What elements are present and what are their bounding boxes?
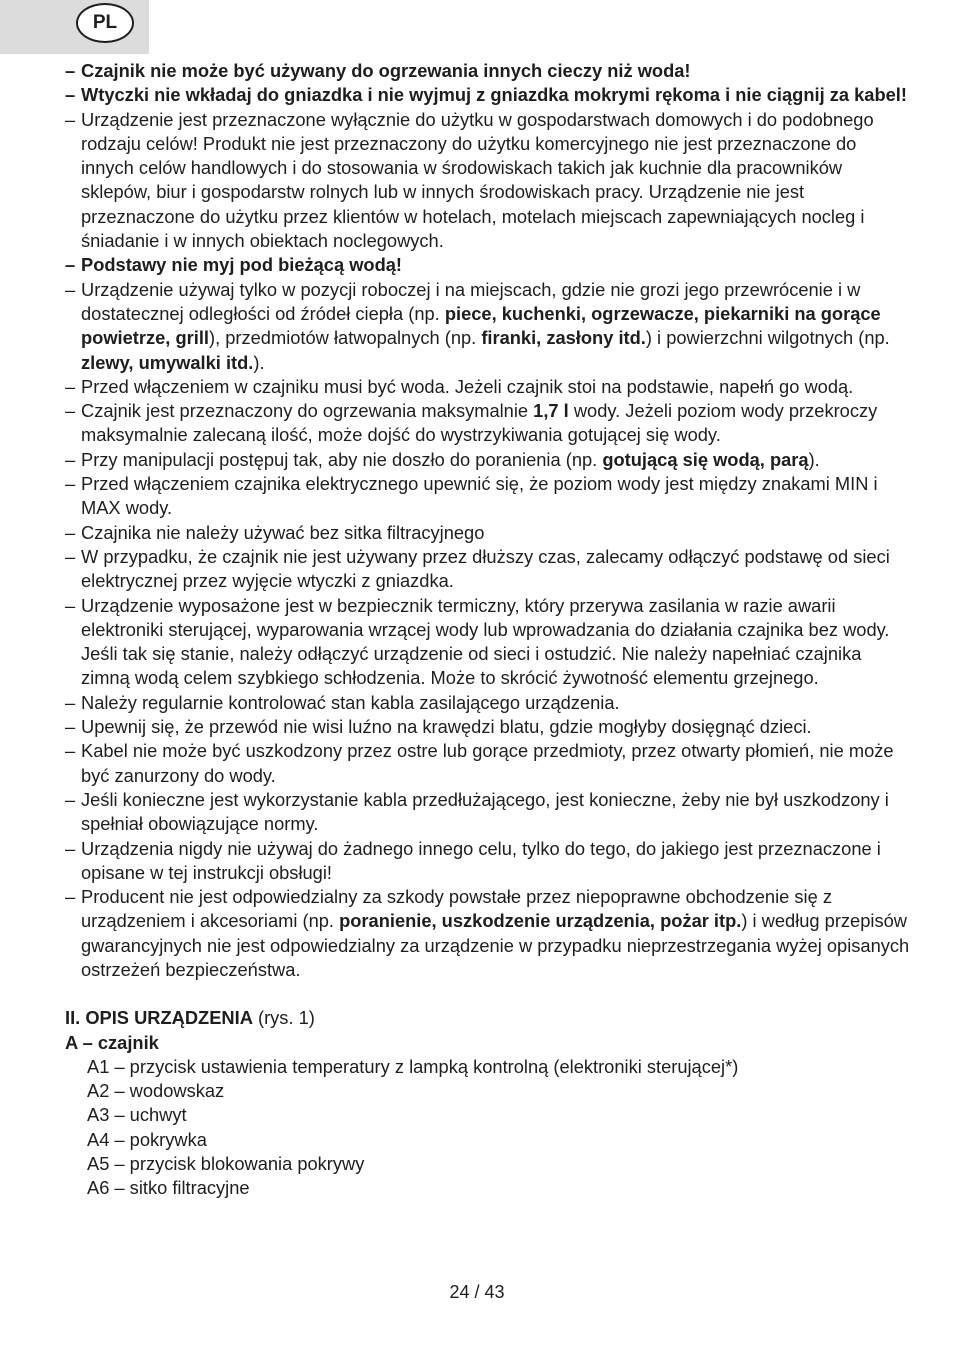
bullet-dash: – xyxy=(65,545,76,567)
item-text: wody. Jeżeli poziom wody przekroczy maksymalnie zalecaną ilość, może dojść do wystrzykiwania gotującej się wody. xyxy=(81,400,878,446)
item-text: Producent nie jest odpowiedzialny za szkody powstałe przez niepoprawne obchodzenie się z urządzeniem i akcesoriami (np. xyxy=(81,886,832,932)
item-text: Przed włączeniem w czajniku musi być woda. Jeżeli czajnik stoi na podstawie, napełń go wodą. xyxy=(81,375,854,397)
language-tab xyxy=(0,0,149,54)
bullet-dash: – xyxy=(65,886,76,908)
section-heading xyxy=(65,1006,910,1030)
bullet-dash: – xyxy=(65,594,76,616)
bullet-dash: – xyxy=(65,254,76,276)
document-body xyxy=(65,59,910,1201)
bullet-dash: – xyxy=(65,60,76,81)
warning-item xyxy=(65,399,910,448)
bullet-dash: – xyxy=(65,448,76,470)
part-item: A6 – sitko filtracyjne xyxy=(87,1177,250,1199)
bullet-dash: – xyxy=(65,716,76,738)
item-text: Czajnik jest przeznaczony do ogrzewania maksymalnie xyxy=(81,400,534,422)
warning-item xyxy=(65,739,910,788)
part-item: A5 – przycisk blokowania pokrywy xyxy=(87,1153,365,1175)
emphasis-text: firanki, zasłony itd. xyxy=(481,327,646,349)
bullet-dash: – xyxy=(65,400,76,422)
bullet-dash: – xyxy=(65,788,76,810)
warning-item xyxy=(65,885,910,982)
parts-list xyxy=(65,1055,910,1201)
bullet-dash: – xyxy=(65,837,76,859)
item-text: Kabel nie może być uszkodzony przez ostre lub gorące przedmioty, przez otwarty płomień, nie może być zanurzony do wody. xyxy=(81,740,894,786)
item-text: Jeśli konieczne jest wykorzystanie kabla przedłużającego, jest konieczne, żeby nie był uszkodzony i spełniał obowiązujące normy. xyxy=(81,788,889,835)
emphasis-text: poranienie, uszkodzenie urządzenia, pożar itp. xyxy=(339,910,742,932)
item-text: Urządzenie jest przeznaczone wyłącznie do użytku w gospodarstwach domowych i do podobnego rodzaju celów! Produkt nie jest przeznaczony do użytku komercyjnego nie jest przeznaczone do innych celów handlowych i do stosowania w środowiskach takich jak kuchnie dla pracowników sklepów, biur i gospodarstw rolnych lub w innych środowiskach pracy. Urządzenie nie jest przeznaczone do użytku przez klientów w hotelach, motelach miejscach zapewniających nocleg i śniadanie i w innych obiektach noclegowych. xyxy=(81,108,874,252)
item-text: ) i według przepisów gwarancyjnych nie jest odpowiedzialny za urządzenie w przypadku nieprzestrzegania wyżej opisanych ostrzeżeń bezpieczeństwa. xyxy=(81,910,910,980)
warning-item xyxy=(65,472,910,521)
warning-list xyxy=(65,59,910,982)
bullet-dash: – xyxy=(65,278,76,300)
bullet-dash: – xyxy=(65,691,76,713)
subsection-heading: A – czajnik xyxy=(65,1031,159,1053)
warning-item xyxy=(65,375,910,399)
item-text: Podstawy nie myj pod bieżącą wodą! xyxy=(81,254,403,276)
item-text: Czajnika nie należy używać bez sitka filtracyjnego xyxy=(81,521,485,543)
item-text: Urządzenie wyposażone jest w bezpiecznik termiczny, który przerywa zasilania w razie awarii elektroniki sterującej, wyparowania wrzącej wody lub wprowadzania do działania czajnika bez wody. Jeśli tak się stanie, należy odłączyć urządzenie od sieci i ostudzić. Nie należy napełniać czajnika zimną wodą celem szybkiego schłodzenia. Może to skrócić żywotność elementu grzejnego. xyxy=(81,594,890,689)
warning-item xyxy=(65,715,910,739)
section-figure-ref: (rys. 1) xyxy=(252,1007,315,1029)
bullet-dash: – xyxy=(65,521,76,543)
item-text: Urządzenia nigdy nie używaj do żadnego innego celu, tylko do tego, do jakiego jest przeznaczone i opisane w tej instrukcji obsługi! xyxy=(81,837,881,883)
bullet-dash: – xyxy=(65,740,76,762)
item-text: Należy regularnie kontrolować stan kabla zasilającego urządzenia. xyxy=(81,691,620,713)
item-text: Przed włączeniem czajnika elektrycznego upewnić się, że poziom wody jest między znakami MIN i MAX wody. xyxy=(81,473,878,519)
item-text: ) i powierzchni wilgotnych (np. xyxy=(645,327,890,349)
part-item: A4 – pokrywka xyxy=(87,1128,207,1150)
warning-item xyxy=(65,59,910,83)
warning-item xyxy=(65,691,910,715)
bullet-dash: – xyxy=(65,375,76,397)
emphasis-text: piece, kuchenki, ogrzewacze, piekarniki na gorące powietrze, grill xyxy=(81,302,881,349)
warning-item xyxy=(65,521,910,545)
item-text: W przypadku, że czajnik nie jest używany przez dłuższy czas, zalecamy odłączyć podstawę od sieci elektrycznej przez wyjęcie wtyczki z gniazdka. xyxy=(81,545,890,592)
warning-item xyxy=(65,545,910,594)
item-text: ), przedmiotów łatwopalnych (np. xyxy=(209,327,482,349)
part-item: A3 – uchwyt xyxy=(87,1104,187,1126)
bullet-dash: – xyxy=(65,473,76,495)
warning-item xyxy=(65,788,910,837)
item-text: ). xyxy=(808,448,820,470)
warning-item xyxy=(65,253,910,277)
warning-item xyxy=(65,448,910,472)
item-text: Urządzenie używaj tylko w pozycji roboczej i na miejscach, gdzie nie grozi jego przewrócenie i w dostatecznej odległości od źródeł ciepła (np. xyxy=(81,278,861,324)
part-item: A2 – wodowskaz xyxy=(87,1080,225,1102)
emphasis-text: zlewy, umywalki itd. xyxy=(81,351,254,373)
emphasis-text: gotującą się wodą, parą xyxy=(602,448,809,470)
warning-item xyxy=(65,594,910,691)
warning-item xyxy=(65,278,910,375)
warning-item xyxy=(65,108,910,254)
page-number: 24 / 43 xyxy=(449,1282,505,1302)
item-text: Czajnik nie może być używany do ogrzewania innych cieczy niż woda! xyxy=(81,60,691,81)
item-text: Wtyczki nie wkładaj do gniazdka i nie wyjmuj z gniazdka mokrymi rękoma i nie ciągnij za kabel! xyxy=(81,84,907,106)
item-text: Upewnij się, że przewód nie wisi luźno na krawędzi blatu, gdzie mogłyby dosięgnąć dzieci. xyxy=(81,716,812,738)
part-item: A1 – przycisk ustawienia temperatury z lampką kontrolną (elektroniki sterującej*) xyxy=(87,1055,739,1077)
section-title: II. OPIS URZĄDZENIA xyxy=(65,1007,253,1029)
item-text: Przy manipulacji postępuj tak, aby nie doszło do poranienia (np. xyxy=(81,448,603,470)
warning-item xyxy=(65,837,910,886)
bullet-dash: – xyxy=(65,84,76,106)
item-text: ). xyxy=(253,351,265,373)
warning-item xyxy=(65,83,910,107)
bullet-dash: – xyxy=(65,108,76,130)
language-badge: PL xyxy=(76,3,134,43)
emphasis-text: 1,7 l xyxy=(533,400,569,422)
